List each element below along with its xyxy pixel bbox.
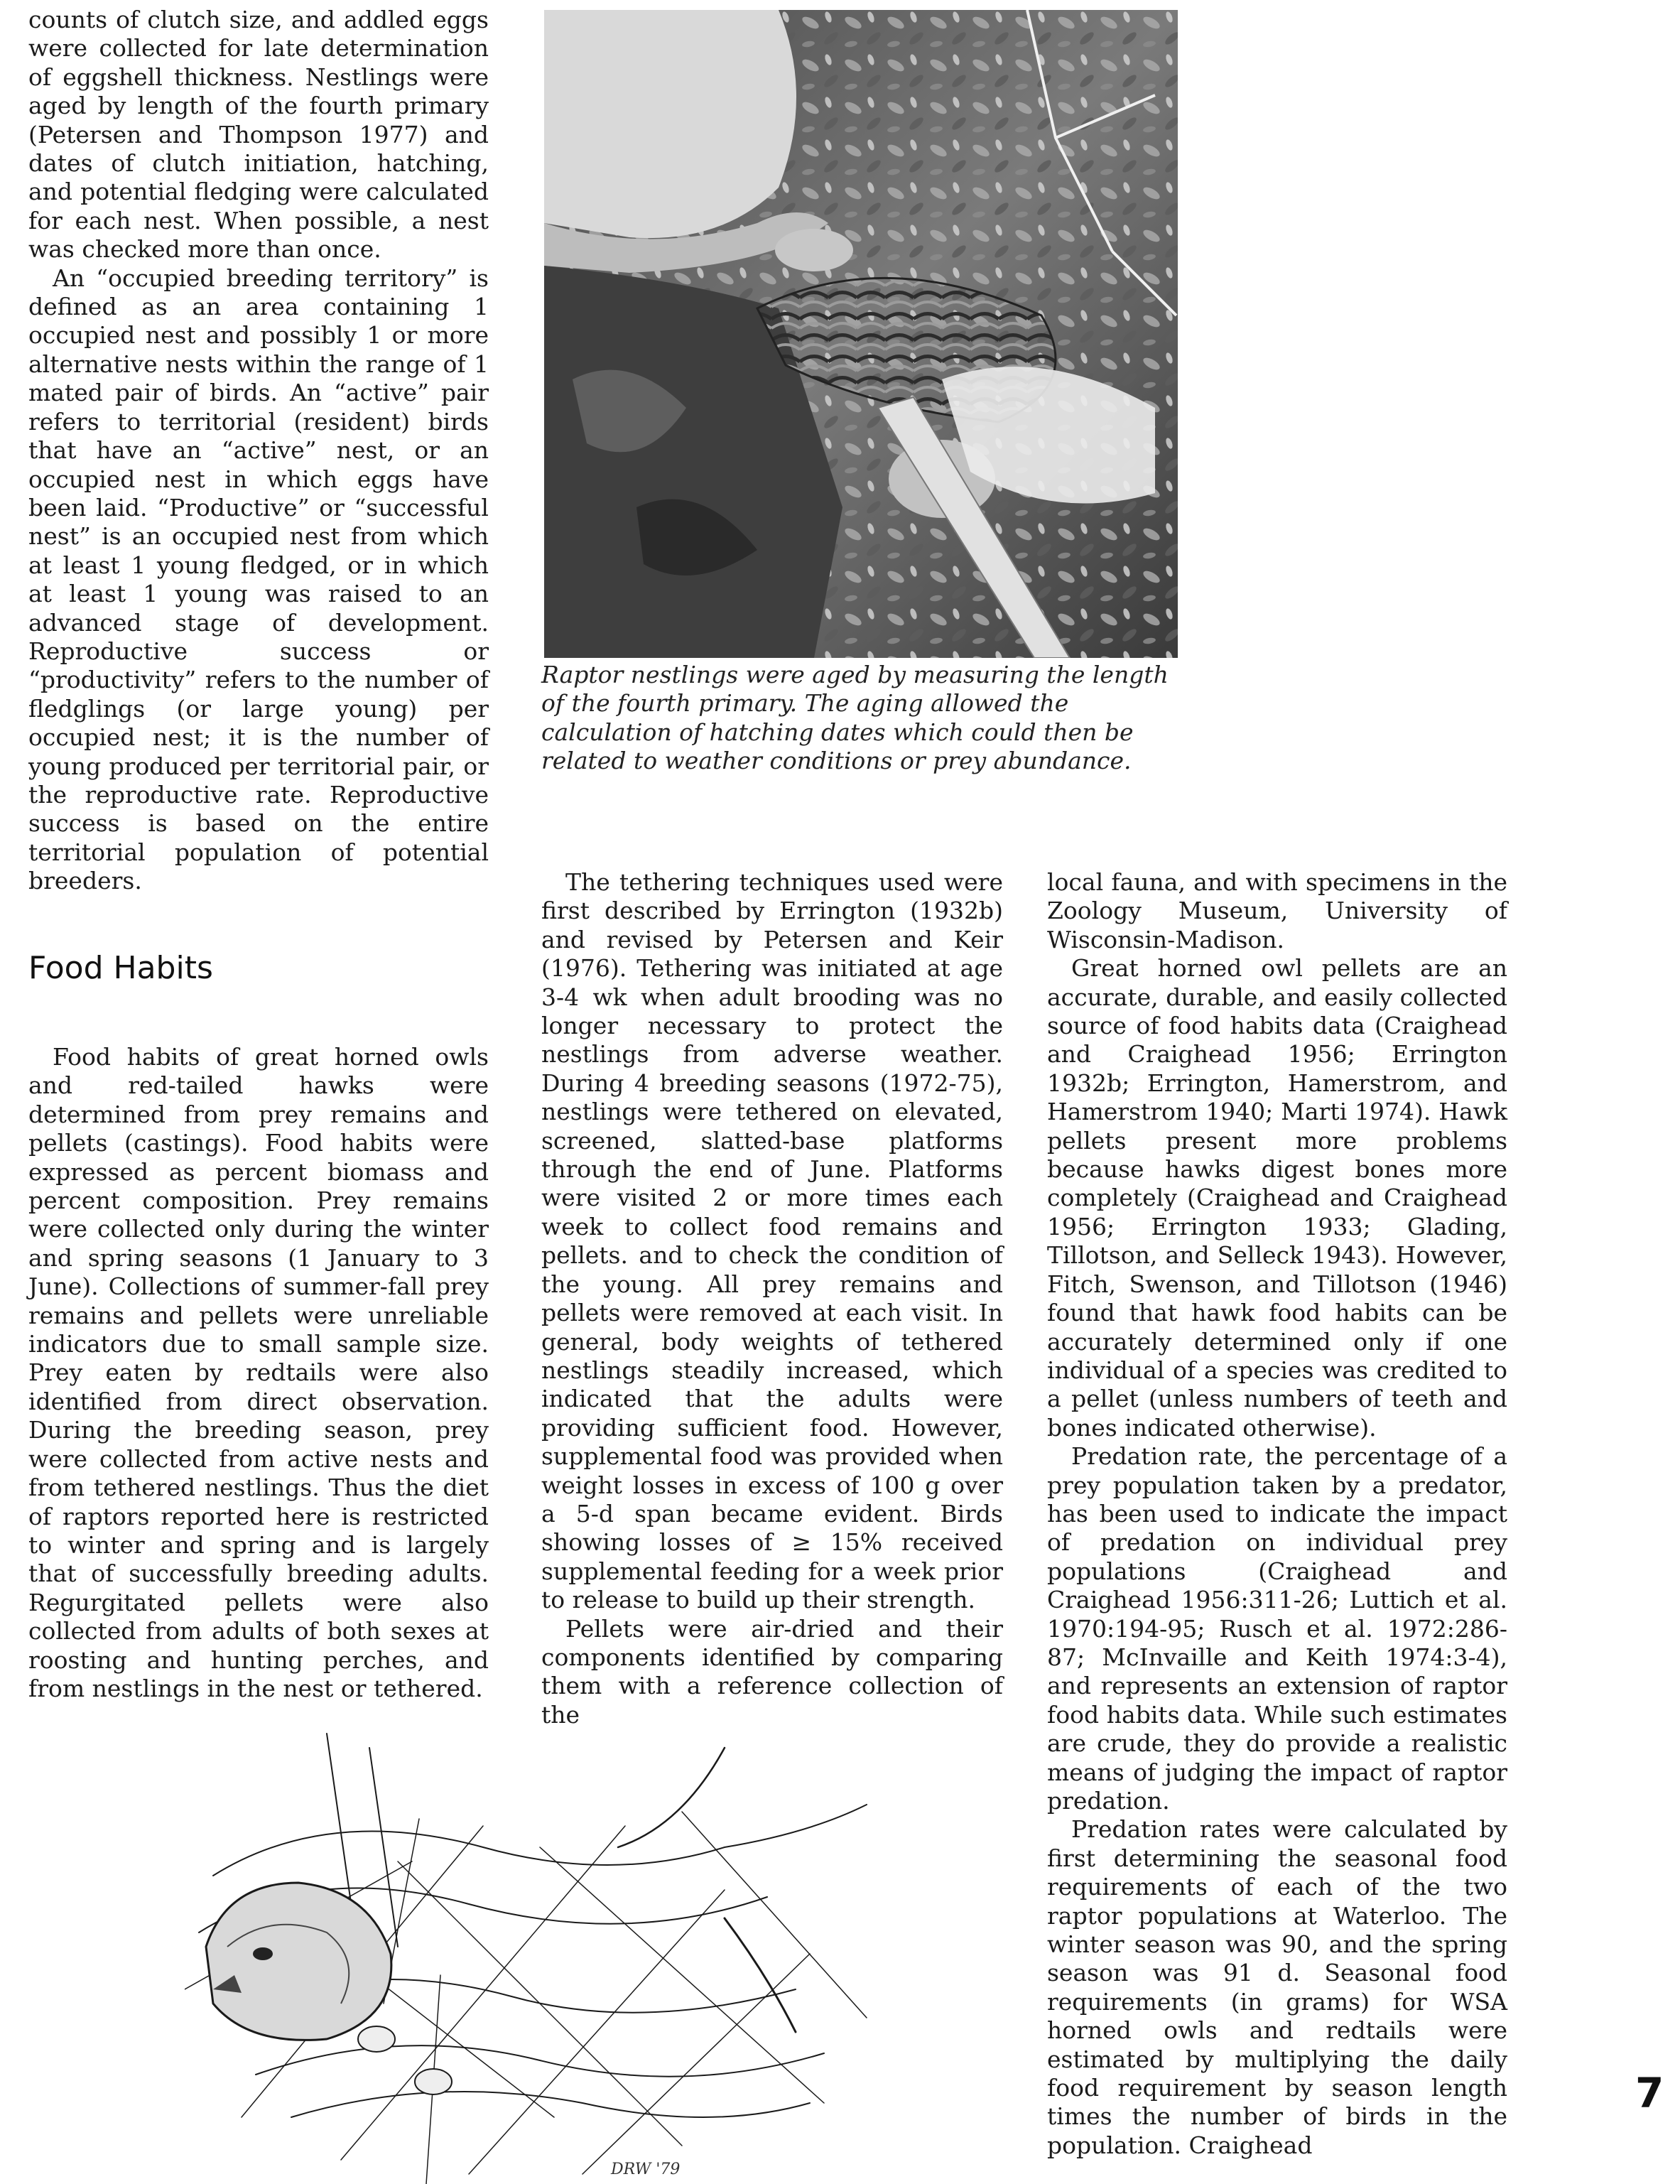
nest-sketch — [185, 1719, 881, 2184]
left-column-top — [28, 6, 489, 896]
paragraph: Great horned owl pellets are an accurate, durable, and easily collected source of food habits data (Craighead and Craighead 1956; Errington 1932b; Errington, Hamerstrom, and Hamerstrom 1940; Marti 1974). Hawk pellets present more problems because hawks digest bones more completely (Craighead and Craighead 1956; Errington 1933; Glading, Tillotson, and Selleck 1943). However, Fitch, Swenson, and Tillotson (1946) found that hawk food habits can be accurately determined only if one individual of a species was credited to a pellet (unless numbers of teeth and bones indicated otherwise). — [1047, 954, 1507, 1442]
photo-caption: Raptor nestlings were aged by measuring the length of the fourth primary. The aging allowed the calculation of hatching dates which could then be related to weather conditions or prey abundance. — [541, 661, 1169, 775]
left-column-bottom — [28, 1043, 489, 1703]
paragraph: The tethering techniques used were first described by Errington (1932b) and revised by Petersen and Keir (1976). Tethering was initiated at age 3-4 wk when adult brooding was no longer necessary to protect the nestlings from adverse weather. During 4 breeding seasons (1972-75), nestlings were tethered on elevated, screened, slatted-base platforms through the end of June. Platforms were visited 2 or more times each week to collect food remains and pellets. and to check the condition of the young. All prey remains and pellets were removed at each visit. In general, body weights of tethered nestlings steadily increased, which indicated that the adults were providing sufficient food. However, supplemental food was provided when weight losses in excess of 100 g over a 5-d span became evident. Birds showing losses of ≥ 15% received supplemental feeding for a week prior to release to build up their strength. — [541, 868, 1003, 1614]
paragraph: Predation rate, the percentage of a prey population taken by a predator, has been used to indicate the impact of predation on individual prey populations (Craighead and Craighead 1956:311-26; Luttich et al. 1970:194-95; Rusch et al. 1972:286-87; McInvaille and Keith 1974:3-4), and represents an extension of raptor food habits data. While such estimates are crude, they do provide a realistic means of judging the impact of raptor predation. — [1047, 1442, 1507, 1815]
page-number: 7 — [1635, 2069, 1664, 2117]
paragraph: counts of clutch size, and addled eggs were collected for late determination of eggshell thickness. Nestlings were aged by length of the fourth primary (Petersen and Thompson 1977) and dates of clutch initiation, hatching, and potential fledging were calculated for each nest. When possible, a nest was checked more than once. — [28, 6, 489, 264]
paragraph: local fauna, and with specimens in the Zoology Museum, University of Wisconsin-Madison. — [1047, 868, 1507, 953]
right-column — [1047, 868, 1507, 2160]
paragraph: Predation rates were calculated by first determining the seasonal food requirements of each of the two raptor populations at Waterloo. The winter season was 90, and the spring season was 91 d. Seasonal food requirements (in grams) for WSA horned owls and redtails were estimated by multiplying the daily food requirement by season length times the number of birds in the population. Craighead — [1047, 1815, 1507, 2159]
paragraph: Food habits of great horned owls and red-tailed hawks were determined from prey remains and pellets (castings). Food habits were expressed as percent biomass and percent composition. Prey remains were collected only during the winter and spring seasons (1 January to 3 June). Collections of summer-fall prey remains and pellets were unreliable indicators due to small sample size. Prey eaten by redtails were also identified from direct observation. During the breeding season, prey were collected from active nests and from tethered nestlings. Thus the diet of raptors reported here is restricted to winter and spring and is largely that of successfully breeding adults. Regurgitated pellets were also collected from adults of both sexes at roosting and hunting perches, and from nestlings in the nest or tethered. — [28, 1043, 489, 1702]
paragraph: An “occupied breeding territory” is defined as an area containing 1 occupied nest and possibly 1 or more alternative nests within the range of 1 mated pair of birds. An “active” pair refers to territorial (resident) birds that have an “active” nest, or an occupied nest in which eggs have been laid. “Productive” or “successful nest” is an occupied nest from which at least 1 young fledged, or in which at least 1 young was raised to an advanced stage of development. Reproductive success or “productivity” refers to the number of fledglings (or large young) per occupied nest; it is the number of young produced per territorial pair, or the reproductive rate. Reproductive success is based on the entire territorial population of potential breeders. — [28, 264, 489, 895]
paragraph: Pellets were air-dried and their components identified by comparing them with a reference collection of the — [541, 1614, 1003, 1729]
sketch-signature: DRW '79 — [611, 2161, 681, 2178]
section-heading: Food Habits — [28, 950, 213, 986]
nestling-measurement-photo — [544, 10, 1178, 658]
middle-column — [541, 868, 1003, 1729]
